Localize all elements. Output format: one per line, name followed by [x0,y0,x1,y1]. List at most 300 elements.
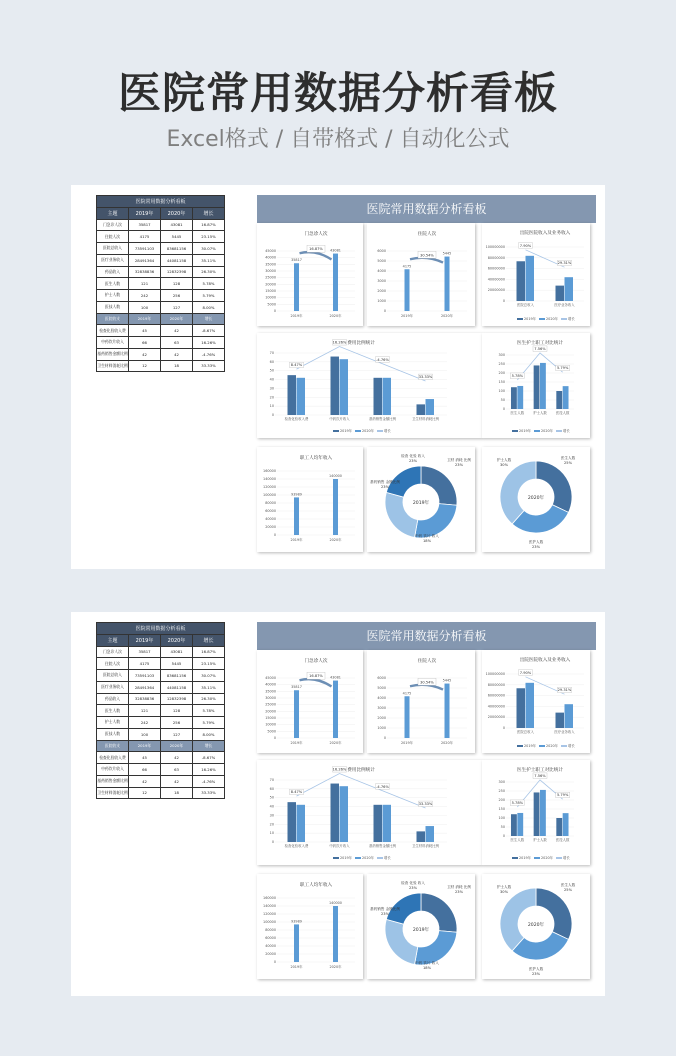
bar [526,256,535,301]
data-label: 35817 [291,258,302,263]
card-inpatient [367,650,475,753]
table-cell: 128 [161,705,193,717]
y-tick-label: 5000 [267,729,276,734]
table-row [97,752,225,764]
card-donut-2020 [482,874,590,979]
x-tick-label: 2020年 [329,538,342,542]
y-tick-label: 50 [269,368,274,373]
bar [565,704,574,728]
x-tick-label: 2019年 [400,314,414,318]
x-tick-label: 2020年 [329,741,342,745]
bar [517,386,523,409]
col-header: 2020年 [161,634,193,646]
y-tick-label: 0 [383,736,386,740]
card-cost-ratio [257,760,482,865]
table-row [97,764,225,776]
page-subtitle: Excel格式 / 自带格式 / 自动化公式 [166,127,510,152]
slice-percent: 23% [532,545,540,549]
chart-title: 费用比例统计 [347,341,375,346]
table-cell: 12832398 [161,266,193,278]
y-tick-label: 0 [273,736,276,740]
bar [405,696,410,738]
bar [445,684,450,738]
table-cell: 63 [161,337,193,349]
table-cell: 23.15% [193,231,225,243]
table-cell: 28491364 [129,254,161,266]
bar [374,378,383,415]
table-section-row [97,740,225,752]
y-tick-label: 0 [502,726,505,730]
y-tick-label: 120000 [263,485,276,489]
table-cell: 医生人数 [97,278,129,290]
bar [517,261,526,301]
donut-slice [536,461,572,512]
table-row [97,693,225,705]
bar [526,683,535,728]
legend-label: 2020年 [546,744,559,748]
growth-arrow [410,685,443,690]
table-cell: 2019年 [129,313,161,325]
chart-title: 出院医院收入及业务收入 [519,231,571,236]
bar [534,365,540,409]
y-tick-label: 50 [500,825,505,829]
y-tick-label: 20000 [265,525,276,529]
donut-center-label: 2019年 [412,928,430,933]
table-cell: 121 [129,278,161,290]
table-cell: 药品收入 [97,266,129,278]
bar [374,805,383,842]
legend-label: 增长 [568,317,575,321]
bar [517,813,523,836]
bar [294,497,299,535]
table-cell: 42 [161,325,193,337]
y-tick-label: 80000 [265,501,276,505]
legend-swatch [539,745,545,747]
table-row [97,243,225,255]
y-tick-label: 2000 [377,289,386,293]
growth-label: 8.47% [290,790,303,795]
growth-label: 16.26% [332,340,347,345]
legend-label: 2019年 [519,856,532,860]
legend-swatch [561,745,567,747]
bar [333,479,338,535]
growth-label: -4.76% [376,784,389,789]
table-row [97,325,225,337]
donut-slice [415,931,457,965]
bar [556,713,565,728]
y-tick-label: 140000 [263,477,276,481]
summary-table [96,622,225,799]
donut-center-label: 2020年 [527,923,545,928]
bar [331,357,340,415]
chart-title: 出院医院收入及业务收入 [519,658,571,663]
table-cell: 8.00% [193,728,225,740]
y-tick-label: 30 [269,813,274,818]
preview-panel-2 [71,612,605,996]
y-tick-label: 6000 [377,249,386,253]
table-cell: 中药饮片收入 [97,764,129,776]
table-cell: 66 [129,764,161,776]
table-cell: 83681156 [161,243,193,255]
slice-label: 卫材 消耗 比例 [447,885,471,889]
donut-slice [536,888,572,939]
donut-slice [421,466,457,505]
y-tick-label: 60000000 [487,266,505,271]
card-staff [482,333,590,438]
y-tick-label: 10 [269,404,274,409]
table-cell: 33.33% [193,360,225,372]
chart-title: 住院人次 [417,659,437,664]
card-cost-ratio [257,333,482,438]
y-tick-label: 30 [269,386,274,391]
growth-label: 30.54% [420,253,434,258]
y-tick-label: 20000 [265,709,276,714]
bar [511,387,517,409]
table-cell: 检查化验收入费 [97,752,129,764]
table-cell: 卫生材料消耗比例 [97,360,129,372]
growth-label: 5.79% [556,366,569,371]
legend-label: 增长 [384,429,391,433]
card-donut-2019 [367,874,475,979]
slice-percent: 18% [423,539,431,543]
table-cell: 127 [161,728,193,740]
summary-table [96,195,225,372]
table-cell: 12832398 [161,693,193,705]
table-row [97,337,225,349]
y-tick-label: 300 [498,353,505,357]
data-label: 4175 [402,691,412,696]
x-tick-label: 医技人数 [555,838,570,842]
table-cell: 73591103 [129,670,161,682]
growth-label: 29.31% [557,688,572,693]
y-tick-label: 20000000 [487,288,505,293]
y-tick-label: 3000 [377,706,386,710]
growth-label: 5.78% [511,800,524,805]
legend-swatch [534,430,540,432]
table-cell: 26.30% [193,693,225,705]
slice-label: 检查 化验 收入 [401,881,425,885]
table-cell: 5.79% [193,717,225,729]
y-tick-label: 60000 [265,509,276,513]
x-tick-label: 检查化验收入费 [284,417,309,421]
y-tick-label: 40000 [265,944,276,948]
legend-swatch [517,318,523,320]
y-tick-label: 0 [273,960,276,964]
chart-title: 医生护士职工对比统计 [517,341,563,346]
col-header: 主题 [97,207,129,219]
y-tick-label: 100000 [263,493,276,497]
table-cell: 医技人数 [97,301,129,313]
y-tick-label: 250 [498,789,505,793]
table-row [97,348,225,360]
y-tick-label: 5000 [377,259,386,263]
legend-swatch [512,430,518,432]
table-cell: 32838836 [129,693,161,705]
table-header-row [97,207,225,219]
table-cell: 医生人数 [97,705,129,717]
table-row [97,254,225,266]
bar [383,805,392,842]
table-cell: 127 [161,301,193,313]
x-tick-label: 护士人数 [533,411,547,415]
bar [540,790,546,836]
table-cell: 66 [129,337,161,349]
table-cell: 检查化验收入费 [97,325,129,337]
table-cell: 医院收支 [97,313,129,325]
slice-percent: 30% [500,463,508,467]
legend-swatch [556,857,562,859]
table-row [97,775,225,787]
y-tick-label: 0 [271,413,274,417]
data-label: 43081 [330,675,341,680]
legend-swatch [377,430,383,432]
bar [556,391,562,409]
chart-title: 住院人次 [417,232,437,237]
table-section-row [97,313,225,325]
card-opd-visits [257,650,363,753]
bar [331,784,340,842]
slice-percent: 18% [423,966,431,970]
donut-center-label: 2020年 [527,496,545,501]
bar [288,375,297,415]
table-cell: 2019年 [129,740,161,752]
table-cell: 增长 [193,313,225,325]
legend-swatch [333,857,339,859]
slice-percent: 23% [381,485,389,489]
growth-label: 8.47% [290,363,303,368]
legend-label: 2020年 [541,856,554,860]
data-label: 43081 [330,248,341,253]
table-cell: 5.78% [193,278,225,290]
col-header: 2019年 [129,207,161,219]
table-cell: 121 [129,705,161,717]
x-tick-label: 2020年 [440,314,454,318]
growth-label: 5.79% [556,793,569,798]
table-row [97,646,225,658]
legend-label: 增长 [563,429,570,433]
x-tick-label: 2019年 [400,741,414,745]
y-tick-label: 10000 [265,295,276,300]
slice-label: 医护人数 [528,540,544,544]
x-tick-label: 2020年 [329,314,342,318]
table-row [97,360,225,372]
y-tick-label: 15000 [265,716,276,720]
legend-label: 2020年 [362,856,375,860]
bar [556,286,565,301]
slice-percent: 25% [564,461,572,465]
table-cell: 2020年 [161,740,193,752]
bar [511,814,517,836]
table-cell: 医院收支 [97,740,129,752]
table-cell: 增长 [193,740,225,752]
y-tick-label: 45000 [265,249,276,253]
bar [340,786,349,842]
bar [556,818,562,836]
dashboard-title: 医院常用数据分析看板 [257,622,596,650]
y-tick-label: 60 [269,359,274,364]
bar [426,399,435,415]
col-header: 增长 [193,207,225,219]
chart-title: 职工人均年收入 [299,883,333,888]
table-cell: 医技人数 [97,728,129,740]
y-tick-label: 4000 [377,269,386,273]
table-cell: 医院总收入 [97,243,129,255]
x-tick-label: 2020年 [440,741,454,745]
chart-title: 门急诊人次 [304,659,328,664]
y-tick-label: 250 [498,362,505,366]
slice-label: 基药销售 金额比例 [370,480,400,484]
table-cell: 128 [161,278,193,290]
legend-label: 2019年 [340,856,353,860]
bar [383,378,392,415]
bar [340,359,349,415]
growth-label: 7.90% [519,670,532,675]
y-tick-label: 30000 [265,269,276,273]
bar [563,813,569,836]
table-cell: 护士人数 [97,290,129,302]
y-tick-label: 140000 [263,904,276,908]
y-tick-label: 60000000 [487,693,505,698]
legend-swatch [517,745,523,747]
x-tick-label: 基药销售金额比例 [368,844,397,848]
card-avg-income [257,447,363,552]
table-cell: 42 [161,348,193,360]
y-tick-label: 100 [498,816,505,820]
y-tick-label: 20 [269,395,274,400]
x-tick-label: 2019年 [290,538,303,542]
slice-label: 医生人数 [560,456,576,460]
y-tick-label: 20 [269,822,274,827]
card-staff [482,760,590,865]
y-tick-label: 200 [498,798,505,802]
y-tick-label: 10 [269,831,274,836]
growth-label: 33.33% [418,375,433,380]
y-tick-label: 1000 [377,726,386,730]
y-tick-label: 0 [273,309,276,313]
y-tick-label: 80000 [265,928,276,932]
x-tick-label: 医院总收入 [517,303,534,307]
chart-title: 职工人均年收入 [299,456,333,461]
table-cell: 5.78% [193,705,225,717]
x-tick-label: 中药饮片收入 [329,417,350,421]
table-cell: 26.30% [193,266,225,278]
legend-swatch [333,430,339,432]
table-cell: 83681156 [161,670,193,682]
y-tick-label: 2000 [377,716,386,720]
y-tick-label: 80000000 [487,255,505,260]
table-cell: 45 [129,325,161,337]
table-cell: 43081 [161,646,193,658]
bar [333,906,338,962]
growth-label: 5.78% [511,373,524,378]
data-label: 93989 [291,492,302,497]
table-cell: 30.07% [193,243,225,255]
growth-label: 7.56% [534,346,546,351]
legend-swatch [561,318,567,320]
table-header-row [97,634,225,646]
legend-label: 2019年 [519,429,532,433]
table-cell: 5445 [161,231,193,243]
table-cell: 基药销售金额比例 [97,348,129,360]
y-tick-label: 70 [269,778,274,782]
table-cell: 医院总收入 [97,670,129,682]
x-tick-label: 护士人数 [533,838,547,842]
donut-slice [415,504,457,538]
dashboard-title: 医院常用数据分析看板 [257,195,596,223]
chart-title: 门急诊人次 [304,232,328,237]
y-tick-label: 40000 [265,517,276,521]
y-tick-label: 150 [498,807,505,811]
page-title: 医院常用数据分析看板 [118,69,558,119]
table-cell: -8.67% [193,325,225,337]
table-cell: 门急诊人次 [97,219,129,231]
table-cell: 242 [129,717,161,729]
bar [333,254,338,311]
table-cell: 43081 [161,219,193,231]
table-cell: 住院人次 [97,231,129,243]
growth-arrow [300,679,332,686]
col-header: 2019年 [129,634,161,646]
bar [297,378,306,415]
donut-slice [385,492,418,537]
y-tick-label: 60000 [265,936,276,940]
x-tick-label: 医疗业务收入 [554,730,575,734]
table-row [97,681,225,693]
legend-swatch [355,430,361,432]
slice-percent: 23% [409,459,417,463]
table-cell: 护士人数 [97,717,129,729]
growth-label: 16.87% [309,247,323,252]
card-donut-2019 [367,447,475,552]
y-tick-label: 150 [498,380,505,384]
table-cell: -4.76% [193,348,225,360]
y-tick-label: 25000 [265,275,276,280]
x-tick-label: 医疗业务收入 [554,303,575,307]
legend-swatch [355,857,361,859]
legend-label: 2019年 [524,317,537,321]
table-cell: 住院人次 [97,658,129,670]
y-tick-label: 60 [269,786,274,791]
y-tick-label: 25000 [265,702,276,707]
growth-label: -4.76% [376,357,389,362]
col-header: 主题 [97,634,129,646]
y-tick-label: 35000 [265,689,276,694]
table-cell: 16.26% [193,764,225,776]
table-cell: 32838836 [129,266,161,278]
card-inpatient [367,223,475,326]
table-title: 医院常用数据分析看板 [97,623,225,635]
x-tick-label: 卫生材料消耗比例 [411,844,440,848]
y-tick-label: 40000 [265,682,276,687]
data-label: 4175 [402,264,412,269]
legend-label: 2020年 [362,429,375,433]
table-cell: 4175 [129,658,161,670]
legend-label: 2020年 [546,317,559,321]
legend-label: 2020年 [541,429,554,433]
y-tick-label: 4000 [377,696,386,700]
y-tick-label: 300 [498,780,505,784]
table-row [97,301,225,313]
y-tick-label: 70 [269,351,274,355]
slice-label: 中药 饮片 收入 [415,534,439,538]
table-cell: 30.07% [193,670,225,682]
table-row [97,266,225,278]
table-row [97,787,225,799]
table-cell: 16.87% [193,219,225,231]
slice-label: 卫材 消耗 比例 [447,458,471,462]
col-header: 2020年 [161,207,193,219]
bar [445,257,450,311]
